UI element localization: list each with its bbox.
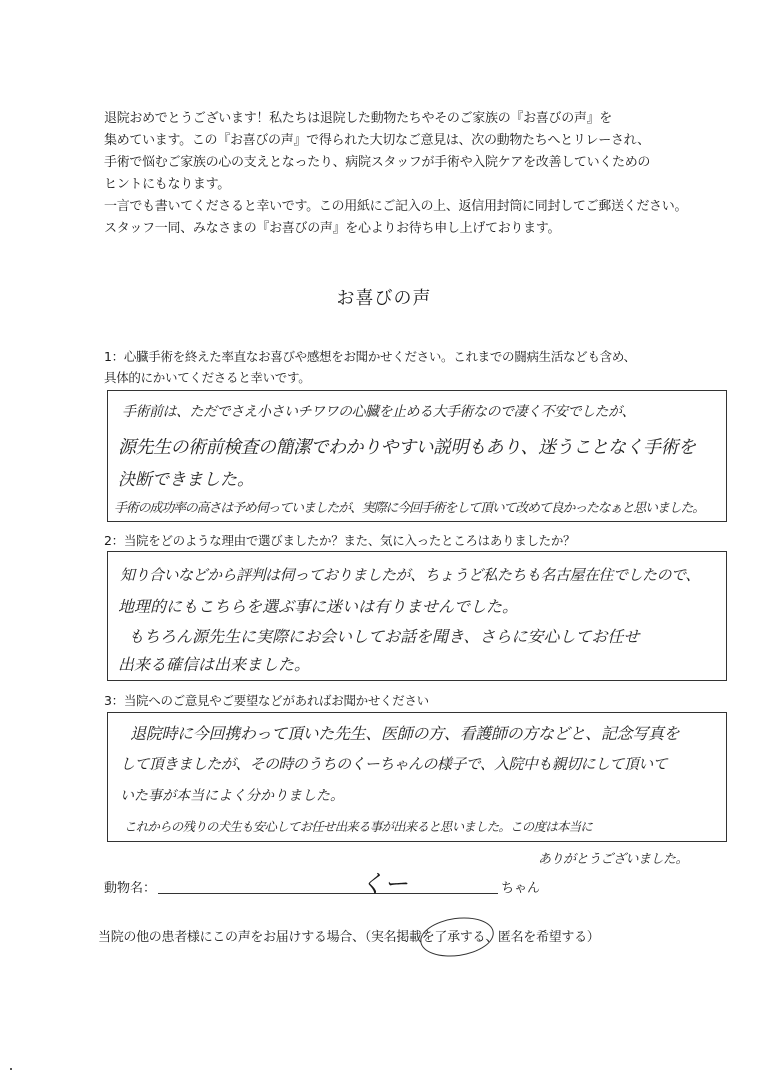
handwritten-line: 知り合いなどから評判は伺っておりましたが、ちょうど私たちも名古屋在住でしたので、: [120, 566, 700, 584]
intro-line: スタッフ一同、みなさまの『お喜びの声』を心よりお待ち申し上げております。: [104, 221, 561, 236]
answer-box-3: [107, 712, 727, 842]
pet-name-suffix: ちゃん: [501, 881, 541, 896]
intro-line: 手術で悩むご家族の心の支えとなったり、病院スタッフが手術や入院ケアを改善していくための: [104, 155, 651, 170]
intro-line: ヒントにもなります。: [104, 177, 230, 192]
question-line: 3：当院へのご意見やご要望などがあればお聞かせください: [104, 693, 429, 708]
question-3: [104, 690, 429, 711]
handwritten-line: 出来る確信は出来ました。: [118, 655, 311, 674]
question-line: 具体的にかいてくださると幸いです。: [104, 370, 311, 385]
intro-line: 退院おめでとうございます！私たちは退院した動物たちやそのご家族の『お喜びの声』を: [104, 111, 613, 126]
handwritten-line: これからの残りの犬生も安心してお任せ出来る事が出来ると思いました。この度は本当に: [124, 819, 593, 834]
question-2: [104, 530, 575, 551]
handwritten-line: 決断できました。: [118, 470, 254, 490]
handwritten-line: して頂きましたが、その時のうちのくーちゃんの様子で、入院中も親切にして頂いて: [120, 755, 667, 773]
pet-name-value: くー: [360, 870, 408, 898]
handwritten-line: 地理的にもこちらを選ぶ事に迷いは有りませんでした。: [118, 597, 519, 616]
scan-speck: [10, 1068, 12, 1070]
intro-line: 集めています。この『お喜びの声』で得られた大切なご意見は、次の動物たちへとリレーされ、: [104, 133, 650, 148]
pet-name-label: 動物名：: [104, 881, 157, 896]
consent-text: 当院の他の患者様にこの声をお届けする場合、（実名掲載を了承する、匿名を希望する）: [98, 930, 600, 945]
intro-text: [104, 108, 734, 240]
handwritten-line: 源先生の術前検査の簡潔でわかりやすい説明もあり、迷うことなく手術を: [118, 437, 696, 458]
question-line: 2：当院をどのような理由で選びましたか？また、気に入ったところはありましたか？: [104, 533, 576, 548]
handwritten-line: 退院時に今回携わって頂いた先生、医師の方、看護師の方などと、記念写真を: [130, 724, 680, 743]
handwritten-line: 手術前は、ただでさえ小さいチワワの心臓を止める大手術なので凄く不安でしたが、: [122, 404, 635, 420]
consent-circle-mark: [418, 913, 497, 961]
handwritten-line: もちろん源先生に実際にお会いしてお話を聞き、さらに安心してお任せ: [128, 627, 640, 646]
pet-name-underline: [158, 893, 498, 894]
handwritten-line: 手術の成功率の高さは予め伺っていましたが、実際に今回手術をして頂いて改めて良かったなぁと思いました。: [114, 501, 705, 516]
question-1: [104, 346, 636, 388]
answer-box-1: [107, 390, 727, 522]
handwritten-line: ありがとうございました。: [538, 852, 689, 867]
answer-box-2: [107, 551, 727, 681]
intro-line: 一言でも書いてくださると幸いです。この用紙にご記入の上、返信用封筒に同封してご郵送ください。: [104, 199, 688, 214]
handwritten-line: いた事が本当によく分かりました。: [120, 788, 344, 804]
question-line: 1：心臓手術を終えた率直なお喜びや感想をお聞かせください。これまでの闘病生活なども含め、: [104, 349, 636, 364]
page-title: お喜びの声: [336, 288, 432, 309]
